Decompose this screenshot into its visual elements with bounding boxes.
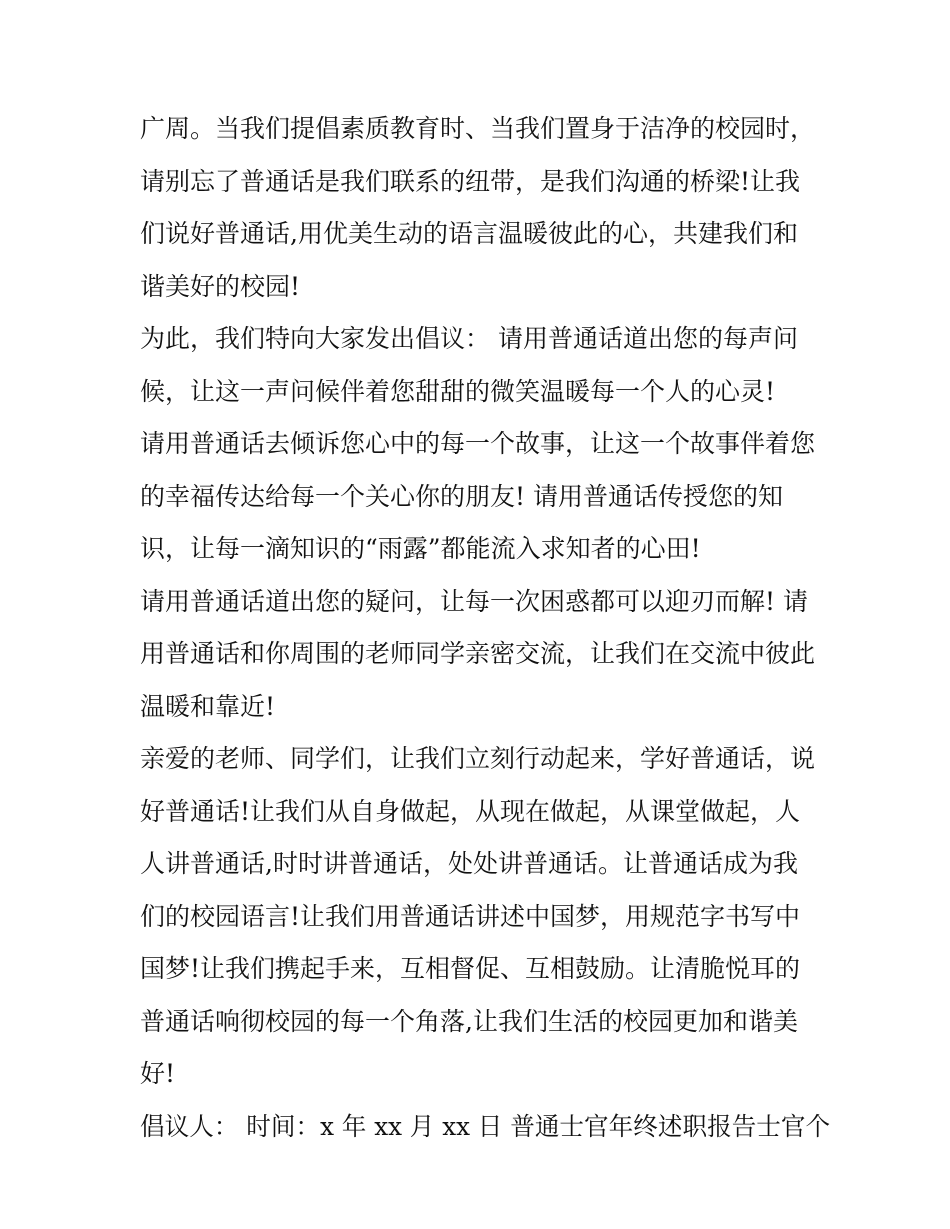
text-line-5: 为此，我们特向大家发出倡议： 请用普通话道出您的每声问: [140, 324, 798, 353]
text-line-6: 候，让这一声问候伴着您甜甜的微笑温暖每一个人的心灵!: [140, 376, 776, 406]
document-body: [140, 103, 830, 1153]
text-line-3: 们说好普通话,用优美生动的语言温暖彼此的心，共建我们和: [140, 219, 798, 248]
text-line-11: 用普通话和你周围的老师同学亲密交流，让我们在交流中彼此: [140, 639, 816, 668]
text-line-17: 国梦!让我们携起手来，互相督促、互相鼓励。让清脆悦耳的: [140, 954, 801, 983]
text-line-2: 请别忘了普通话是我们联系的纽带，是我们沟通的桥梁!让我: [140, 166, 801, 196]
text-line-14: 好普通话!让我们从自身做起，从现在做起，从课堂做起，人: [140, 796, 801, 826]
text-line-13: 亲爱的老师、同学们，让我们立刻行动起来，学好普通话，说: [140, 744, 816, 773]
text-line-10: 请用普通话道出您的疑问，让每一次困惑都可以迎刃而解! 请: [140, 586, 808, 616]
text-line-8: 的幸福传达给每一个关心你的朋友! 请用普通话传授您的知: [140, 481, 783, 511]
text-line-19: 好!: [140, 1059, 176, 1088]
text-line-7: 请用普通话去倾诉您心中的每一个故事，让这一个故事伴着您: [140, 429, 816, 458]
text-line-1: 广周。当我们提倡素质教育时、当我们置身于洁净的校园时，: [140, 114, 816, 143]
text-line-9: 识，让每一滴知识的“雨露”都能流入求知者的心田!: [140, 534, 701, 563]
text-line-18: 普通话响彻校园的每一个角落,让我们生活的校园更加和谐美: [140, 1006, 798, 1036]
text-line-4: 谐美好的校园!: [140, 271, 301, 301]
text-line-15: 人讲普通话,时时讲普通话，处处讲普通话。让普通话成为我: [140, 849, 798, 878]
text-line-12: 温暖和靠近!: [140, 691, 276, 721]
text-line-16: 们的校园语言!让我们用普通话讲述中国梦，用规范字书写中: [140, 901, 801, 931]
text-line-20: 倡议人： 时间：x 年 xx 月 xx 日 普通士官年终述职报告士官个: [140, 1111, 831, 1141]
